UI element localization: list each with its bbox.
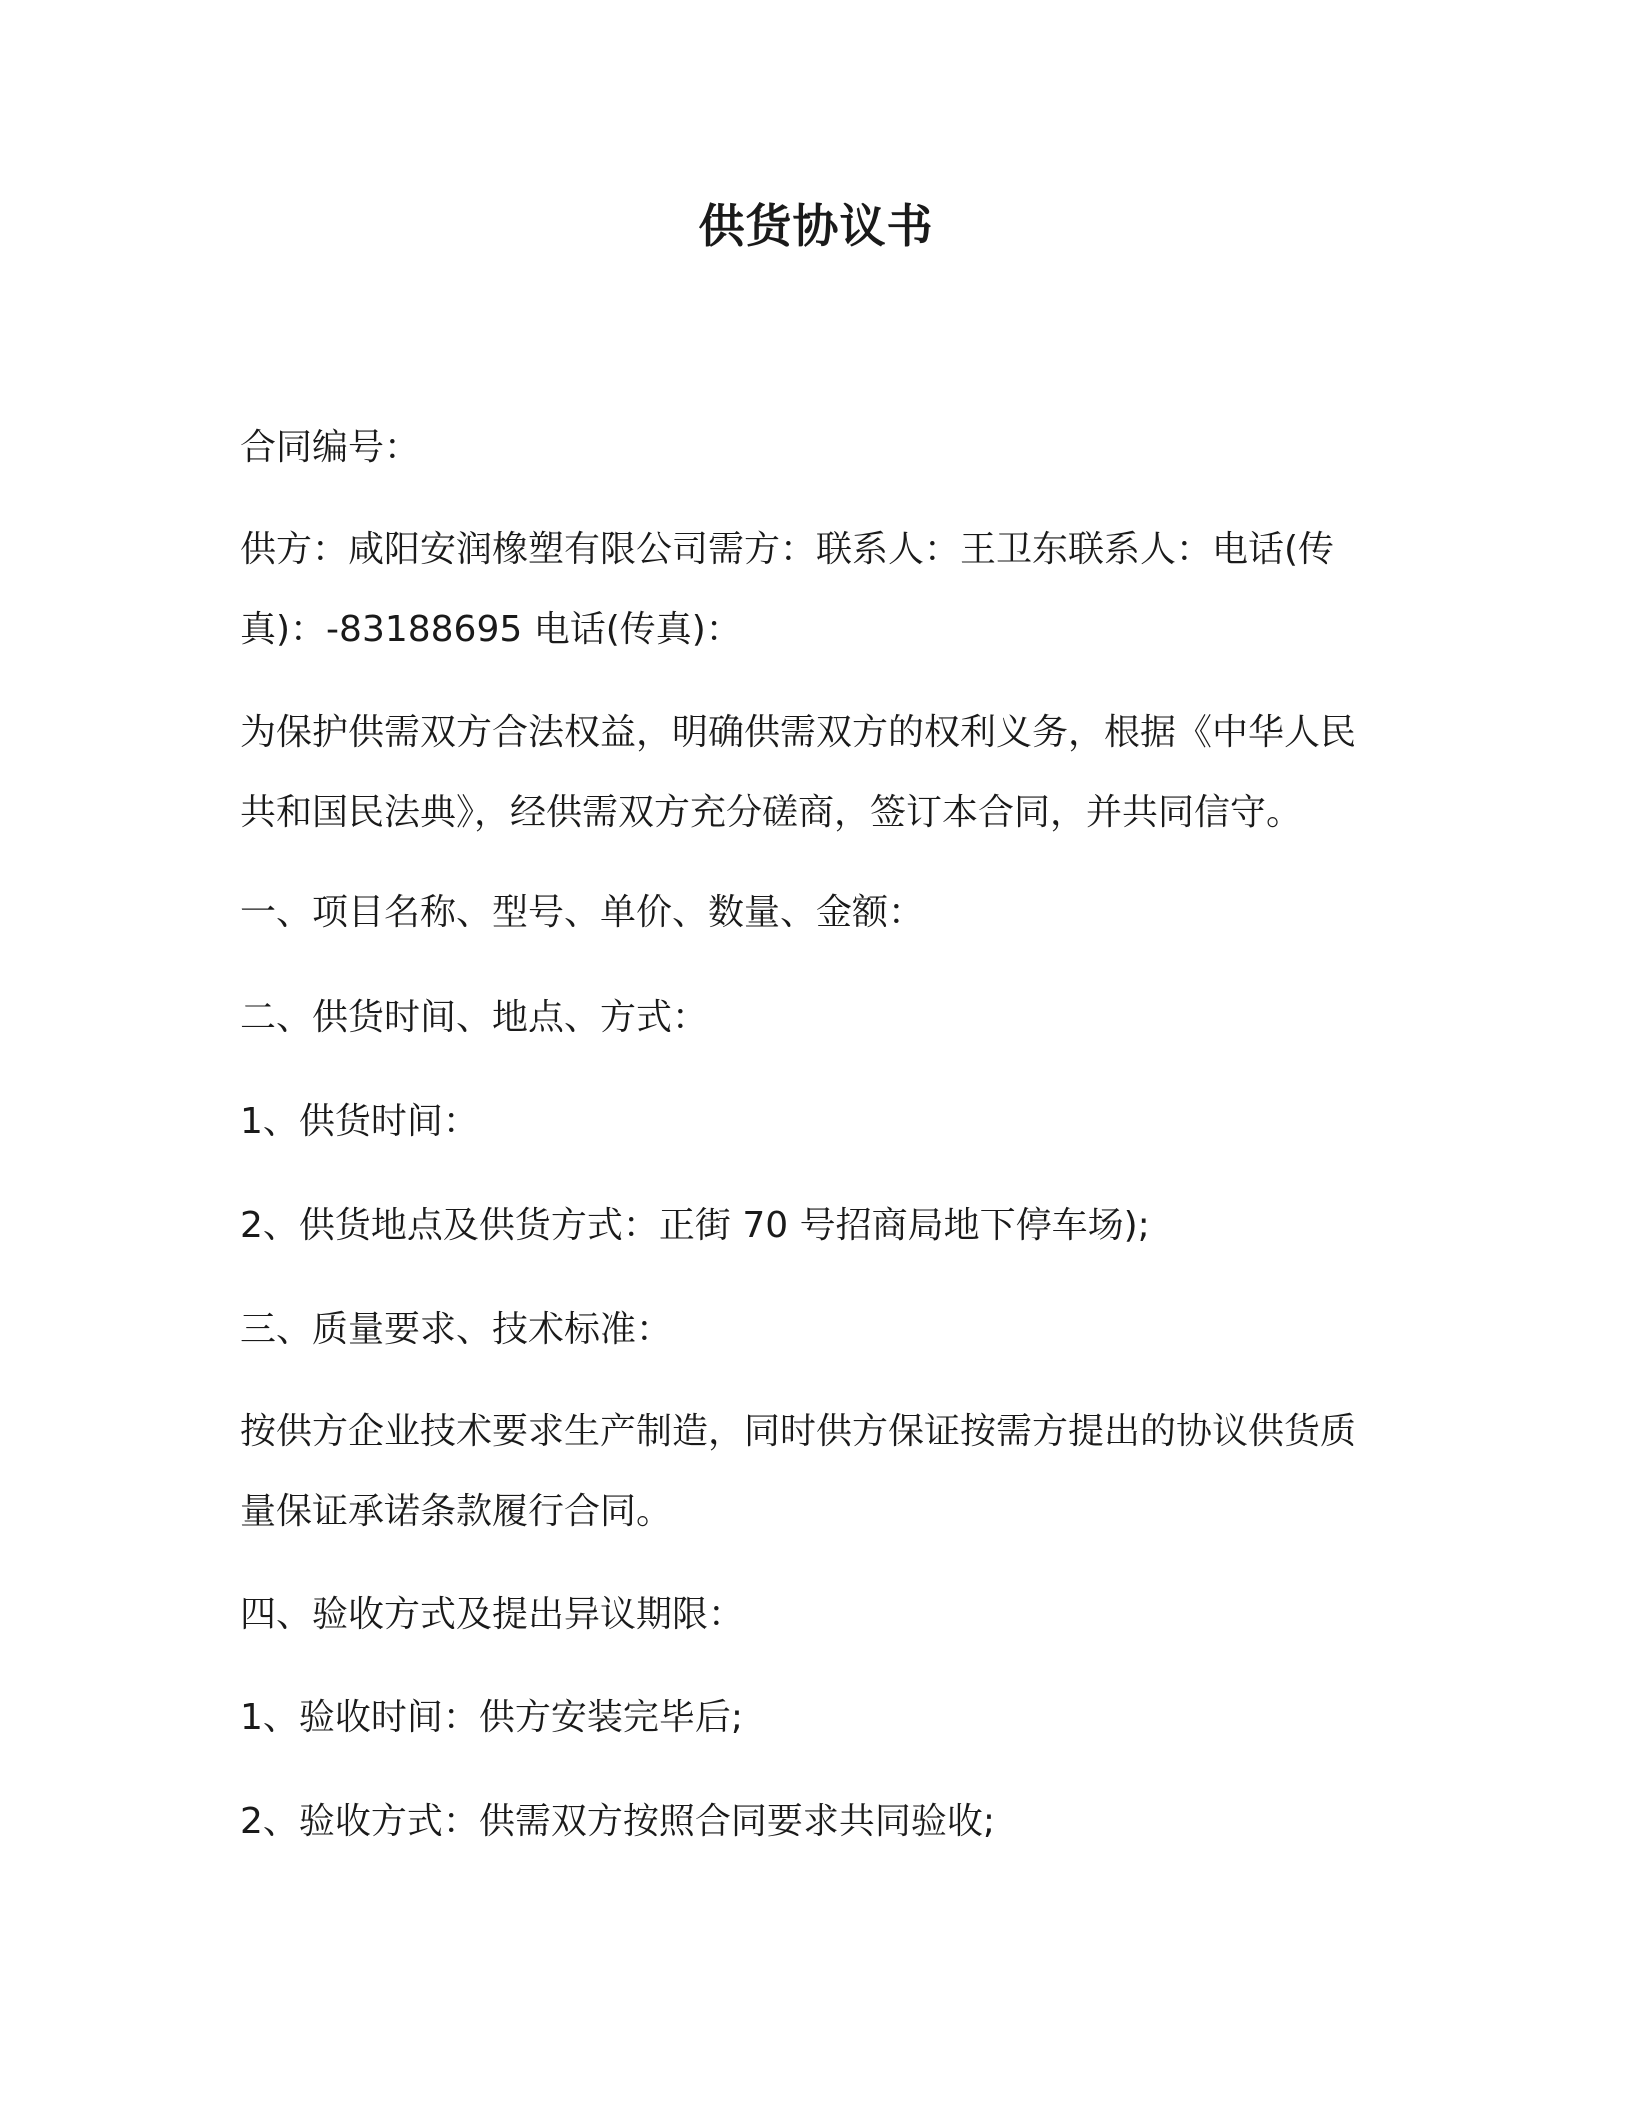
section-2-item-2: 2、供货地点及供货方式：正街 70 号招商局地下停车场); [240, 1205, 1150, 1246]
section-4-heading: 四、验收方式及提出异议期限： [240, 1594, 745, 1635]
parties-info: 供方：咸阳安润橡塑有限公司需方：联系人：王卫东联系人：电话(传真)：-83188695 电话(传真)： [240, 529, 1335, 650]
section-1-heading: 一、项目名称、型号、单价、数量、金额： [240, 892, 925, 933]
section-2-item-1: 1、供货时间： [240, 1101, 479, 1142]
section-4-item-1: 1、验收时间：供方安装完毕后; [240, 1697, 744, 1738]
section-2-heading: 二、供货时间、地点、方式： [240, 997, 709, 1038]
document-title: 供货协议书 [698, 199, 934, 253]
section-4-item-2: 2、验收方式：供需双方按照合同要求共同验收; [240, 1801, 996, 1842]
section-3-heading: 三、质量要求、技术标准： [240, 1309, 673, 1350]
contract-number-line: 合同编号： [240, 427, 421, 468]
preamble-paragraph: 为保护供需双方合法权益，明确供需双方的权利义务，根据《中华人民共和国民法典》，经供需双方充分磋商，签订本合同，并共同信守。 [240, 712, 1357, 833]
section-3-body: 按供方企业技术要求生产制造，同时供方保证按需方提出的协议供货质量保证承诺条款履行合同。 [240, 1411, 1357, 1532]
